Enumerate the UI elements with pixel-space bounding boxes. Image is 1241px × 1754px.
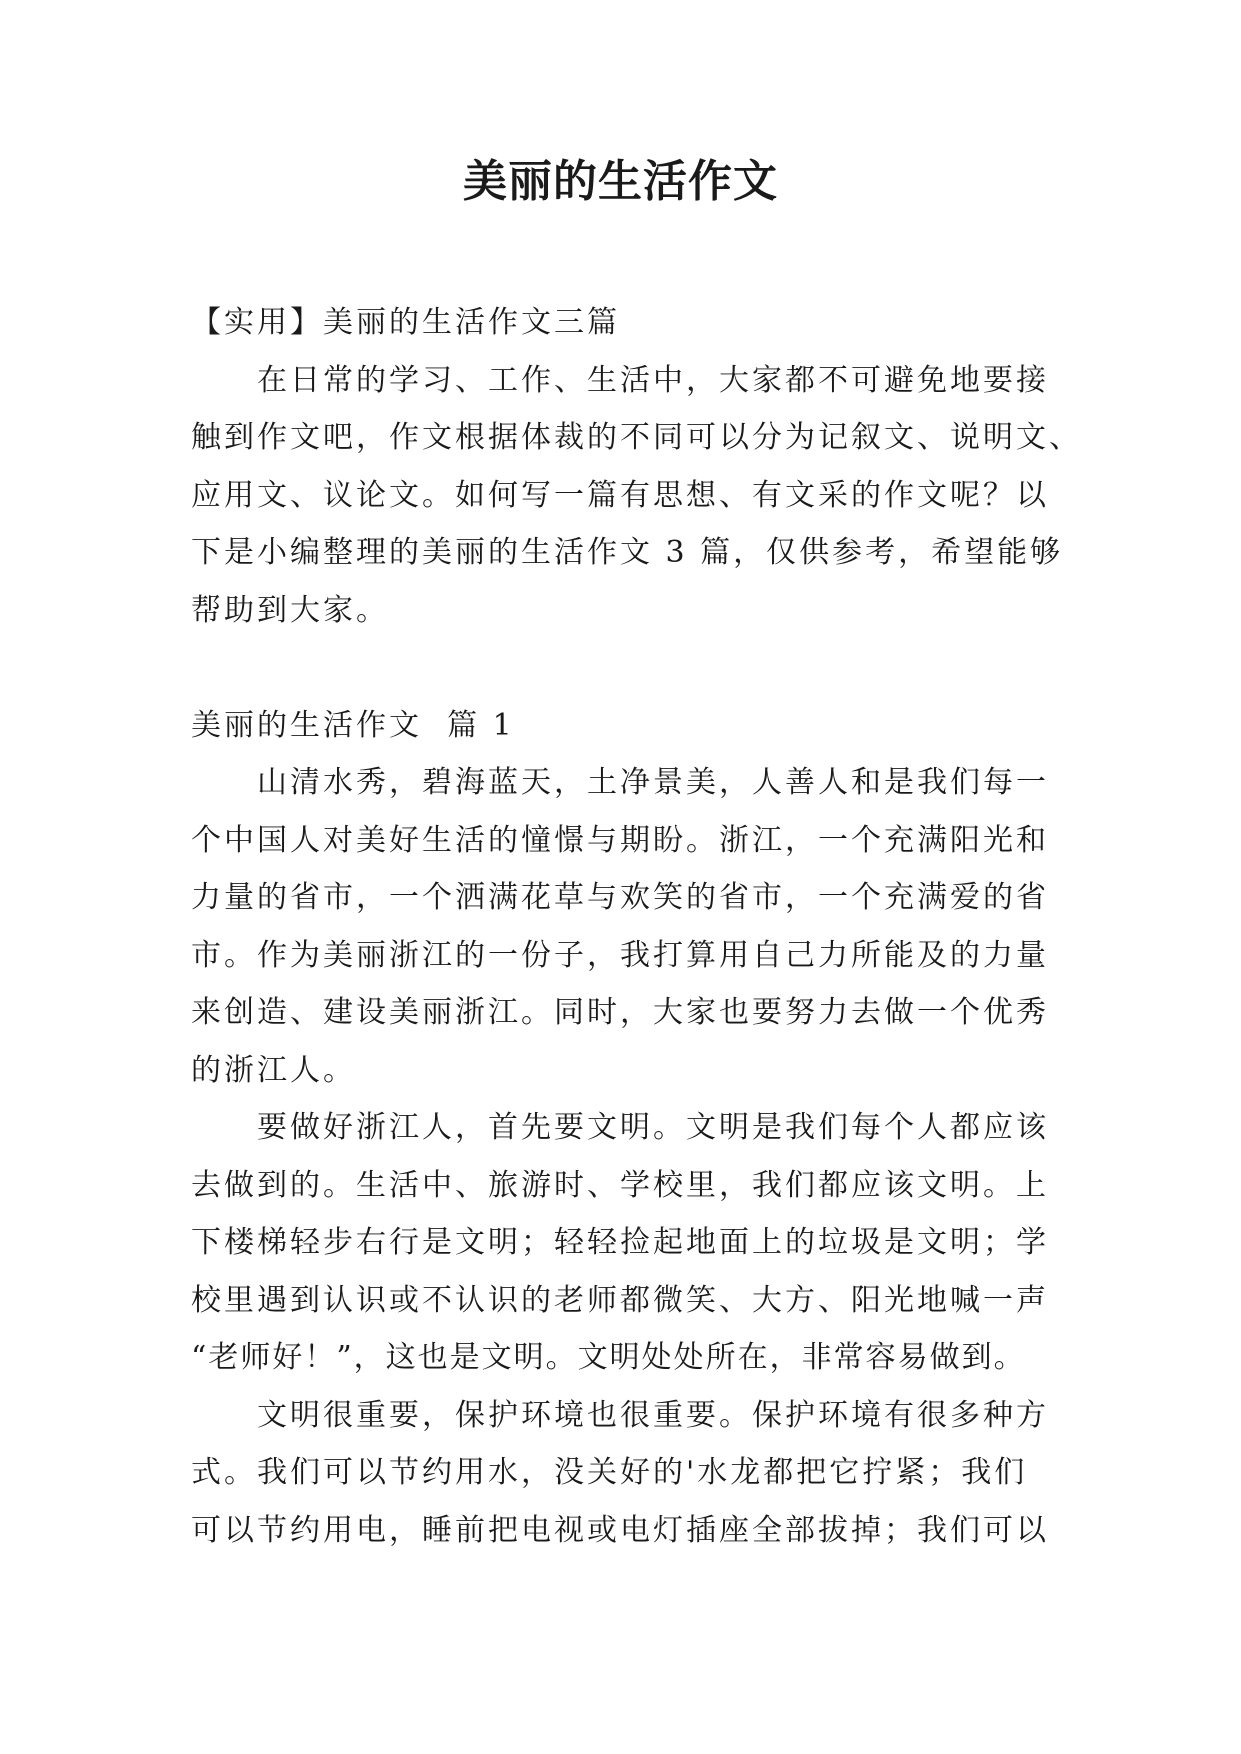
text-line: 去做到的。生活中、旅游时、学校里，我们都应该文明。上 xyxy=(191,1167,1049,1203)
text-line: 帮助到大家。 xyxy=(191,592,389,628)
body-paragraph-3 xyxy=(191,1387,1071,1560)
text-line: 下楼梯轻步右行是文明；轻轻捡起地面上的垃圾是文明；学 xyxy=(191,1225,1049,1260)
text-line: 在日常的学习、工作、生活中，大家都不可避免地要接 xyxy=(257,362,1049,398)
text-line: 的浙江人。 xyxy=(191,1052,356,1088)
text-line: 个中国人对美好生活的憧憬与期盼。浙江，一个充满阳光和 xyxy=(191,822,1049,858)
spacer xyxy=(191,639,1071,697)
text-line: 市。作为美丽浙江的一份子，我打算用自己力所能及的力量 xyxy=(191,937,1049,973)
text-line: 力量的省市，一个洒满花草与欢笑的省市，一个充满爱的省 xyxy=(191,880,1049,915)
text-line: 式。我们可以节约用水，没关好的'水龙都把它拧紧；我们 xyxy=(191,1455,1028,1490)
text-line: 来创造、建设美丽浙江。同时，大家也要努力去做一个优秀 xyxy=(191,995,1049,1030)
body-paragraph-1 xyxy=(191,754,1071,1099)
text-line: 要做好浙江人，首先要文明。文明是我们每个人都应该 xyxy=(257,1110,1049,1145)
section-heading: 美丽的生活作文 篇 1 xyxy=(191,707,515,743)
body-paragraph-2 xyxy=(191,1099,1071,1387)
document-subtitle: 【实用】美丽的生活作文三篇 xyxy=(191,305,620,340)
document-body xyxy=(191,294,1082,1559)
text-line: 校里遇到认识或不认识的老师都微笑、大方、阳光地喊一声 xyxy=(191,1282,1049,1318)
text-line: “老师好！”，这也是文明。文明处处所在，非常容易做到。 xyxy=(191,1340,1026,1375)
text-line: 文明很重要，保护环境也很重要。保护环境有很多种方 xyxy=(257,1397,1049,1433)
document-title: 美丽的生活作文 xyxy=(463,156,778,207)
text-line: 可以节约用电，睡前把电视或电灯插座全部拔掉；我们可以 xyxy=(191,1512,1049,1548)
text-line: 触到作文吧，作文根据体裁的不同可以分为记叙文、说明文、 xyxy=(191,420,1082,455)
text-line: 山清水秀，碧海蓝天，土净景美，人善人和是我们每一 xyxy=(257,765,1049,800)
intro-paragraph xyxy=(191,352,1082,640)
text-line: 应用文、议论文。如何写一篇有思想、有文采的作文呢？以 xyxy=(191,477,1049,513)
text-line: 下是小编整理的美丽的生活作文 3 篇，仅供参考，希望能够 xyxy=(191,535,1064,570)
